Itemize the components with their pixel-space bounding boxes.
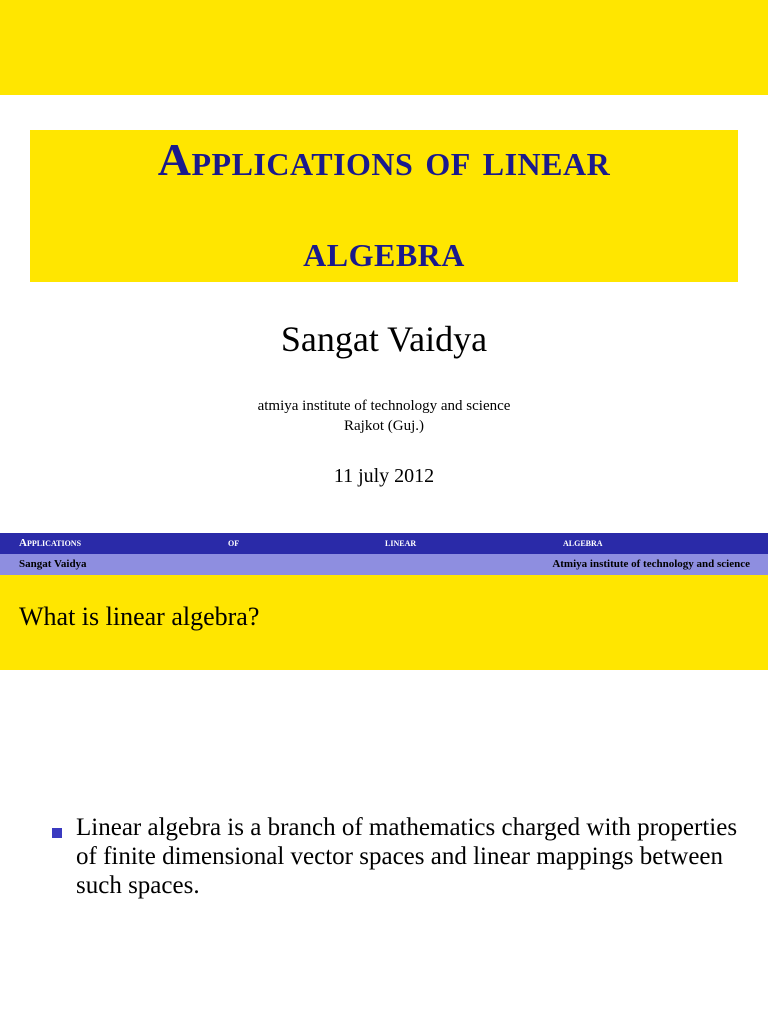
top-color-band — [0, 0, 768, 95]
institute-block — [0, 396, 768, 436]
author-name: Sangat Vaidya — [280, 319, 488, 359]
title-box — [30, 130, 738, 282]
footer-author: Sangat Vaidya — [19, 558, 87, 570]
footer-title-bar — [0, 533, 768, 554]
institute-location: Rajkot (Guj.) — [344, 418, 424, 434]
footer-title-word-2: of — [228, 537, 240, 549]
title-line-1: Applications of linear — [157, 134, 611, 185]
presentation-date: 11 july 2012 — [333, 465, 435, 487]
square-bullet-icon — [52, 828, 62, 838]
frame-title: What is linear algebra? — [19, 602, 260, 631]
footer-title-word-3: linear — [385, 537, 417, 549]
footer-info-bar — [0, 554, 768, 575]
footer-title-word-4: algebra — [563, 537, 603, 549]
institute-name: atmiya institute of technology and science — [257, 398, 511, 414]
footer-institute: Atmiya institute of technology and science — [552, 558, 750, 570]
title-line-2: algebra — [303, 225, 465, 276]
bullet-text: Linear algebra is a branch of mathematics charged with properties of finite dimensional vector spaces and linear mappings between such spaces. — [76, 814, 738, 899]
footer-title-word-1: Applications — [19, 537, 82, 549]
frame-title-band — [0, 575, 768, 670]
